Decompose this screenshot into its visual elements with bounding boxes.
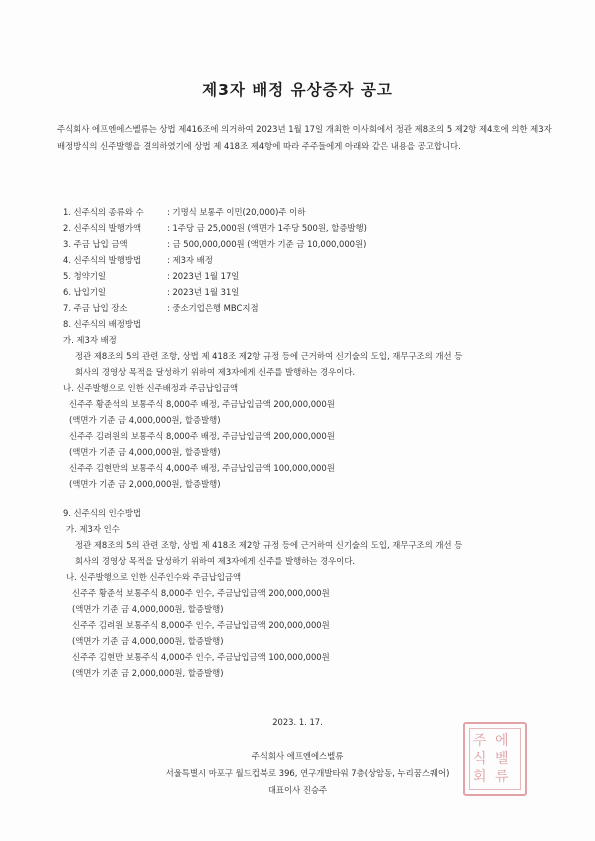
allocation-line: 신주주 김현만의 보통주식 4,000주 배정, 주금납입금액 100,000,000원 — [69, 463, 335, 473]
section-9-heading: 9. 신주식의 인수방법 — [63, 508, 142, 518]
intro-paragraph: 주식회사 에프엔에스벨류는 상법 제416조에 의거하여 2023년 1월 17일 개최한 이사회에서 정관 제8조의 5 제2항 제4호에 의한 제3자 배정방식의 신주발행을 결의하였기에 상법 제 418조 제4항에 따라 주주들에게 아래와 같은 내용을 공고합니다. — [57, 124, 552, 151]
item-label: 4. 신주식의 발행방법 — [63, 255, 142, 265]
section-8-paragraph-line: 회사의 경영상 목적을 달성하기 위하여 제3자에게 신주를 발행하는 경우이다. — [75, 367, 356, 377]
section-8-heading: 8. 신주식의 배정방법 — [63, 319, 142, 329]
company-seal: 주 식 회 에 벨 류 — [463, 722, 527, 796]
section-8-sub-a: 가. 제3자 배정 — [63, 335, 117, 345]
item-value: : 1주당 금 25,000원 (액면가 1주당 500원, 할증발행) — [167, 223, 367, 233]
page-title: 제3자 배정 유상증자 공고 — [202, 81, 393, 99]
item-label: 3. 주금 납입 금액 — [63, 239, 128, 249]
item-payment-place — [63, 302, 463, 314]
allocation-line: 신주주 김려원의 보통주식 8,000주 배정, 주금납입금액 200,000,000원 — [69, 431, 335, 441]
item-subscription-date — [63, 270, 463, 282]
section-8-paragraph-line: 정관 제8조의 5의 관련 조항, 상법 제 418조 제2항 규정 등에 근거하여 신기술의 도입, 재무구조의 개선 등 — [75, 351, 463, 361]
notice-date: 2023. 1. 17. — [272, 717, 323, 727]
item-label: 5. 청약기일 — [63, 271, 107, 281]
item-value: : 2023년 1월 31일 — [167, 287, 240, 297]
allocation-line: (액면가 기준 금 4,000,000원, 할증발행) — [69, 447, 221, 457]
section-9-paragraph-line: 정관 제8조의 5의 관련 조항, 상법 제 418조 제2항 규정 등에 근거하여 신기술의 도입, 재무구조의 개선 등 — [75, 540, 463, 550]
allocation-line: (액면가 기준 금 2,000,000원, 할증발행) — [69, 479, 221, 489]
subscription-line: 신주주 김려원 보통주식 8,000주 인수, 주금납입금액 200,000,000원 — [72, 620, 330, 630]
section-9-sub-b: 나. 신주발행으로 인한 신주인수와 주금납입금액 — [66, 572, 242, 582]
subscription-line: 신주주 황준석 보통주식 8,000주 인수, 주금납입금액 200,000,000원 — [72, 588, 330, 598]
item-issue-method — [63, 254, 463, 266]
item-payment-date — [63, 286, 463, 298]
subscription-line: 신주주 김현만 보통주식 4,000주 인수, 주금납입금액 100,000,000원 — [72, 652, 330, 662]
item-issue-price — [63, 222, 463, 234]
item-payment-amount — [63, 238, 463, 250]
item-value: : 금 500,000,000원 (액면가 기준 금 10,000,000원) — [167, 239, 367, 249]
subscription-line: (액면가 기준 금 4,000,000원, 할증발행) — [72, 604, 224, 614]
section-9-sub-a: 가. 제3자 인수 — [66, 524, 120, 534]
company-name: 주식회사 에프엔에스벨류 — [251, 751, 344, 761]
item-value: : 중소기업은행 MBC지점 — [167, 303, 259, 313]
item-label: 6. 납입기일 — [63, 287, 107, 297]
item-label: 1. 신주식의 종류와 수 — [63, 207, 144, 217]
ceo-name: 대표이사 진승주 — [267, 785, 328, 795]
section-9-paragraph-line: 회사의 경영상 목적을 달성하기 위하여 제3자에게 신주를 발행하는 경우이다. — [75, 556, 356, 566]
item-value: : 2023년 1월 17일 — [167, 271, 240, 281]
company-address: 서울특별시 마포구 월드컵북로 396, 연구개발타워 7층(상암동, 누리꿈스퀘어) — [165, 768, 450, 778]
item-value: : 기명식 보통주 이민(20,000)주 이하 — [167, 207, 306, 217]
item-value: : 제3자 배정 — [167, 255, 213, 265]
section-8-sub-b: 나. 신주발행으로 인한 신주배정과 주금납입금액 — [63, 383, 239, 393]
item-type-count — [63, 206, 463, 218]
allocation-line: 신주주 황준석의 보통주식 8,000주 배정, 주금납입금액 200,000,000원 — [69, 399, 335, 409]
subscription-line: (액면가 기준 금 2,000,000원, 할증발행) — [72, 668, 224, 678]
item-label: 2. 신주식의 발행가액 — [63, 223, 142, 233]
subscription-line: (액면가 기준 금 4,000,000원, 할증발행) — [72, 636, 224, 646]
item-label: 7. 주금 납입 장소 — [63, 303, 128, 313]
allocation-line: (액면가 기준 금 4,000,000원, 할증발행) — [69, 415, 221, 425]
